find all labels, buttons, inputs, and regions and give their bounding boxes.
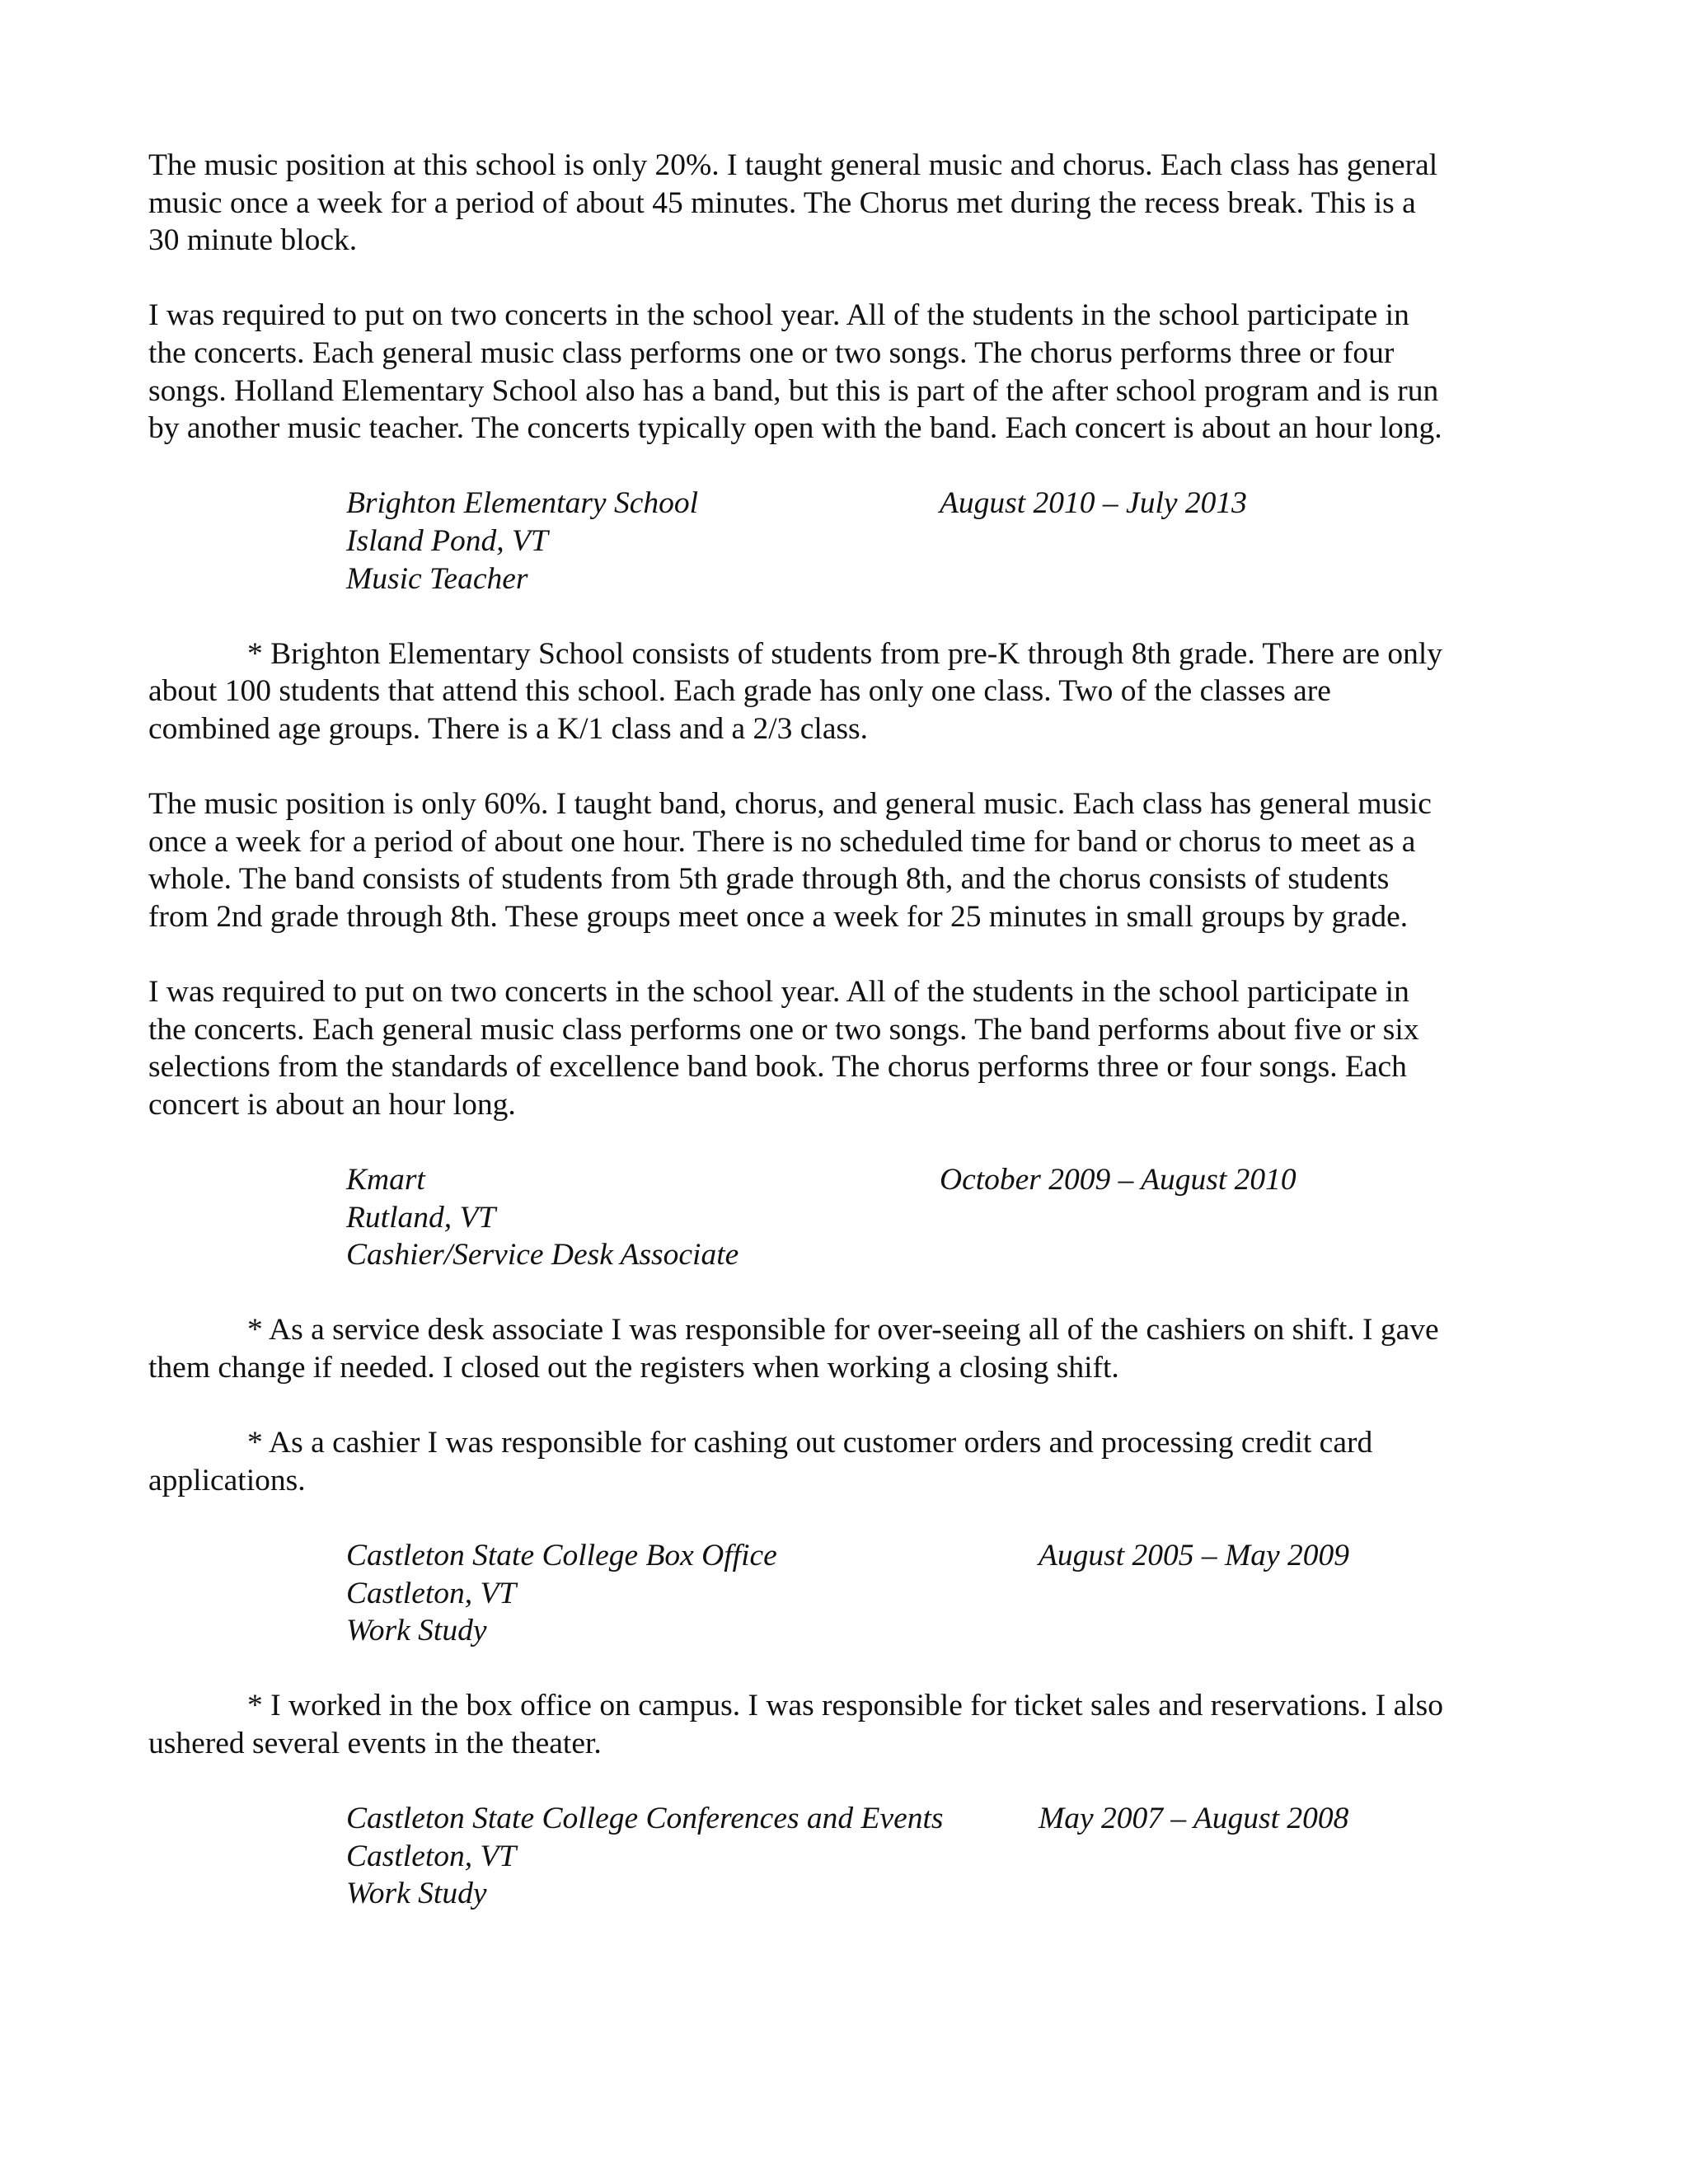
job-dates: August 2010 – July 2013 <box>940 486 1247 521</box>
job-employer: Castleton State College Box Office <box>346 1538 777 1572</box>
job-entry-box-office <box>148 1537 1540 1650</box>
paragraph-holland-concerts <box>148 297 1540 447</box>
paragraph-line: by another music teacher. The concerts typically open with the band. Each concert is about an hour long. <box>148 411 1442 446</box>
paragraph-line: * As a cashier I was responsible for cashing out customer orders and processing credit card <box>247 1426 1373 1460</box>
paragraph-line: ushered several events in the theater. <box>148 1726 602 1760</box>
job-employer: Castleton State College Conferences and Events <box>346 1802 944 1836</box>
paragraph-line: them change if needed. I closed out the registers when working a closing shift. <box>148 1351 1119 1385</box>
job-entry-conferences <box>148 1800 1540 1913</box>
job-title: Work Study <box>346 1877 487 1911</box>
job-title: Work Study <box>346 1614 487 1648</box>
paragraph-line: * Brighton Elementary School consists of students from pre-K through 8th grade. There are only <box>247 636 1443 671</box>
job-employer: Kmart <box>346 1163 425 1197</box>
job-entry-header-row <box>346 1161 1540 1199</box>
paragraph-line: about 100 students that attend this school. Each grade has only one class. Two of the classes are <box>148 674 1331 709</box>
resume-page <box>148 147 1540 1951</box>
job-title: Cashier/Service Desk Associate <box>346 1238 739 1272</box>
paragraph-brighton-concerts <box>148 973 1540 1123</box>
paragraph-holland-music-position <box>148 147 1540 260</box>
paragraph-line: concert is about an hour long. <box>148 1087 516 1122</box>
paragraph-brighton-overview <box>148 635 1540 748</box>
job-entry-kmart <box>148 1161 1540 1274</box>
paragraph-line: The music position is only 60%. I taught band, chorus, and general music. Each class has general music <box>148 787 1432 822</box>
paragraph-line: combined age groups. There is a K/1 class and a 2/3 class. <box>148 711 869 746</box>
job-location: Castleton, VT <box>346 1576 517 1610</box>
paragraph-line: music once a week for a period of about 45 minutes. The Chorus met during the recess break. This is a <box>148 185 1416 220</box>
paragraph-kmart-service-desk <box>148 1311 1540 1386</box>
paragraph-line: the concerts. Each general music class performs one or two songs. The chorus performs three or four <box>148 335 1395 370</box>
job-title: Music Teacher <box>346 561 528 596</box>
paragraph-line: * As a service desk associate I was responsible for over-seeing all of the cashiers on shift. I gave <box>247 1313 1439 1347</box>
job-location: Castleton, VT <box>346 1839 517 1873</box>
job-entry-brighton <box>148 485 1540 598</box>
job-entry-header-row <box>346 485 1540 523</box>
paragraph-line: I was required to put on two concerts in the school year. All of the students in the school participate in <box>148 975 1409 1010</box>
paragraph-line: 30 minute block. <box>148 223 358 258</box>
paragraph-line: songs. Holland Elementary School also has a band, but this is part of the after school program and is run <box>148 373 1439 408</box>
paragraph-line: the concerts. Each general music class performs one or two songs. The band performs about five or six <box>148 1012 1419 1047</box>
paragraph-line: whole. The band consists of students from 5th grade through 8th, and the chorus consists of students <box>148 862 1390 897</box>
paragraph-line: The music position at this school is only 20%. I taught general music and chorus. Each class has general <box>148 148 1438 182</box>
paragraph-line: * I worked in the box office on campus. I was responsible for ticket sales and reservations. I also <box>247 1689 1443 1723</box>
job-dates: August 2005 – May 2009 <box>1039 1538 1350 1572</box>
job-entry-header-row <box>346 1537 1540 1575</box>
job-location: Rutland, VT <box>346 1200 496 1235</box>
job-employer: Brighton Elementary School <box>346 486 699 521</box>
job-dates: October 2009 – August 2010 <box>940 1163 1296 1197</box>
job-entry-header-row <box>346 1800 1540 1838</box>
paragraph-line: I was required to put on two concerts in the school year. All of the students in the school participate in <box>148 298 1409 333</box>
paragraph-line: selections from the standards of excellence band book. The chorus performs three or four songs. Each <box>148 1050 1407 1085</box>
paragraph-line: applications. <box>148 1463 306 1497</box>
job-dates: May 2007 – August 2008 <box>1039 1802 1349 1836</box>
paragraph-brighton-music-position <box>148 785 1540 935</box>
paragraph-kmart-cashier <box>148 1424 1540 1499</box>
paragraph-line: from 2nd grade through 8th. These groups meet once a week for 25 minutes in small groups by grade. <box>148 899 1409 934</box>
job-location: Island Pond, VT <box>346 523 548 558</box>
paragraph-box-office <box>148 1687 1540 1762</box>
paragraph-line: once a week for a period of about one hour. There is no scheduled time for band or chorus to meet as a <box>148 824 1416 859</box>
